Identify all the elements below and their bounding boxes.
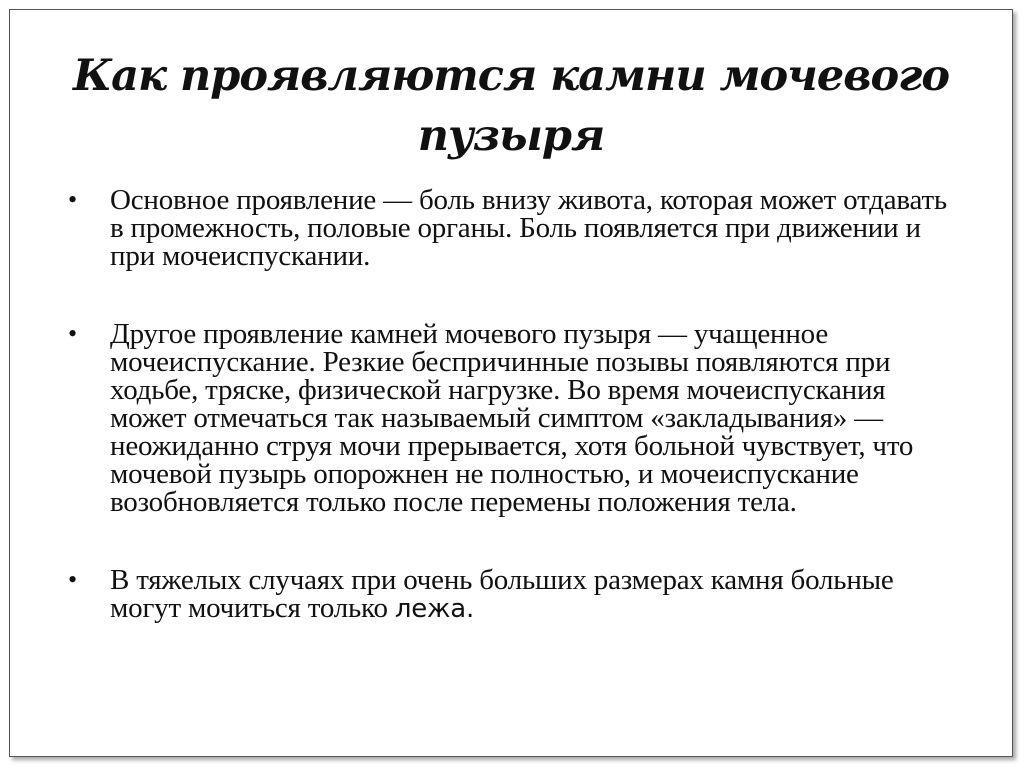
bullet-marker: •: [68, 185, 77, 214]
bullet-text-main: В тяжелых случаях при очень больших размерах камня больные могут мочиться только: [110, 564, 894, 624]
bullet-text: Другое проявление камней мочевого пузыря — учащенное мочеиспускание. Резкие беспричинные позывы появляются при ходьбе, тряске, физической нагрузке. Во время мочеиспускания может отмечаться так называемый симптом «закладывания» — неожиданно струя мочи прерывается, хотя больной чувствует, что мочевой пузырь опорожнен не полностью, и мочеиспускание возобновляется только после перемены положения тела.: [110, 318, 914, 518]
bullet-item-severe-cases: [68, 566, 948, 623]
bullet-text: Основное проявление — боль внизу живота, которая может отдавать в промежность, половые органы. Боль появляется при движении и при мочеиспускании.: [110, 184, 947, 272]
bullet-text-tail: лежа.: [394, 594, 475, 624]
slide-title-line-1: Как проявляются камни мочевого: [72, 51, 950, 101]
bullet-text: [110, 566, 948, 623]
slide-title-line-2: пузыря: [417, 111, 605, 161]
bullet-marker: •: [68, 319, 77, 348]
slide-title: [10, 46, 1012, 166]
bullet-item-frequent-urination: [68, 320, 948, 516]
bullet-list: [68, 186, 948, 623]
bullet-item-main-symptom: [68, 186, 948, 270]
bullet-marker: •: [68, 565, 77, 594]
slide: [9, 9, 1013, 757]
